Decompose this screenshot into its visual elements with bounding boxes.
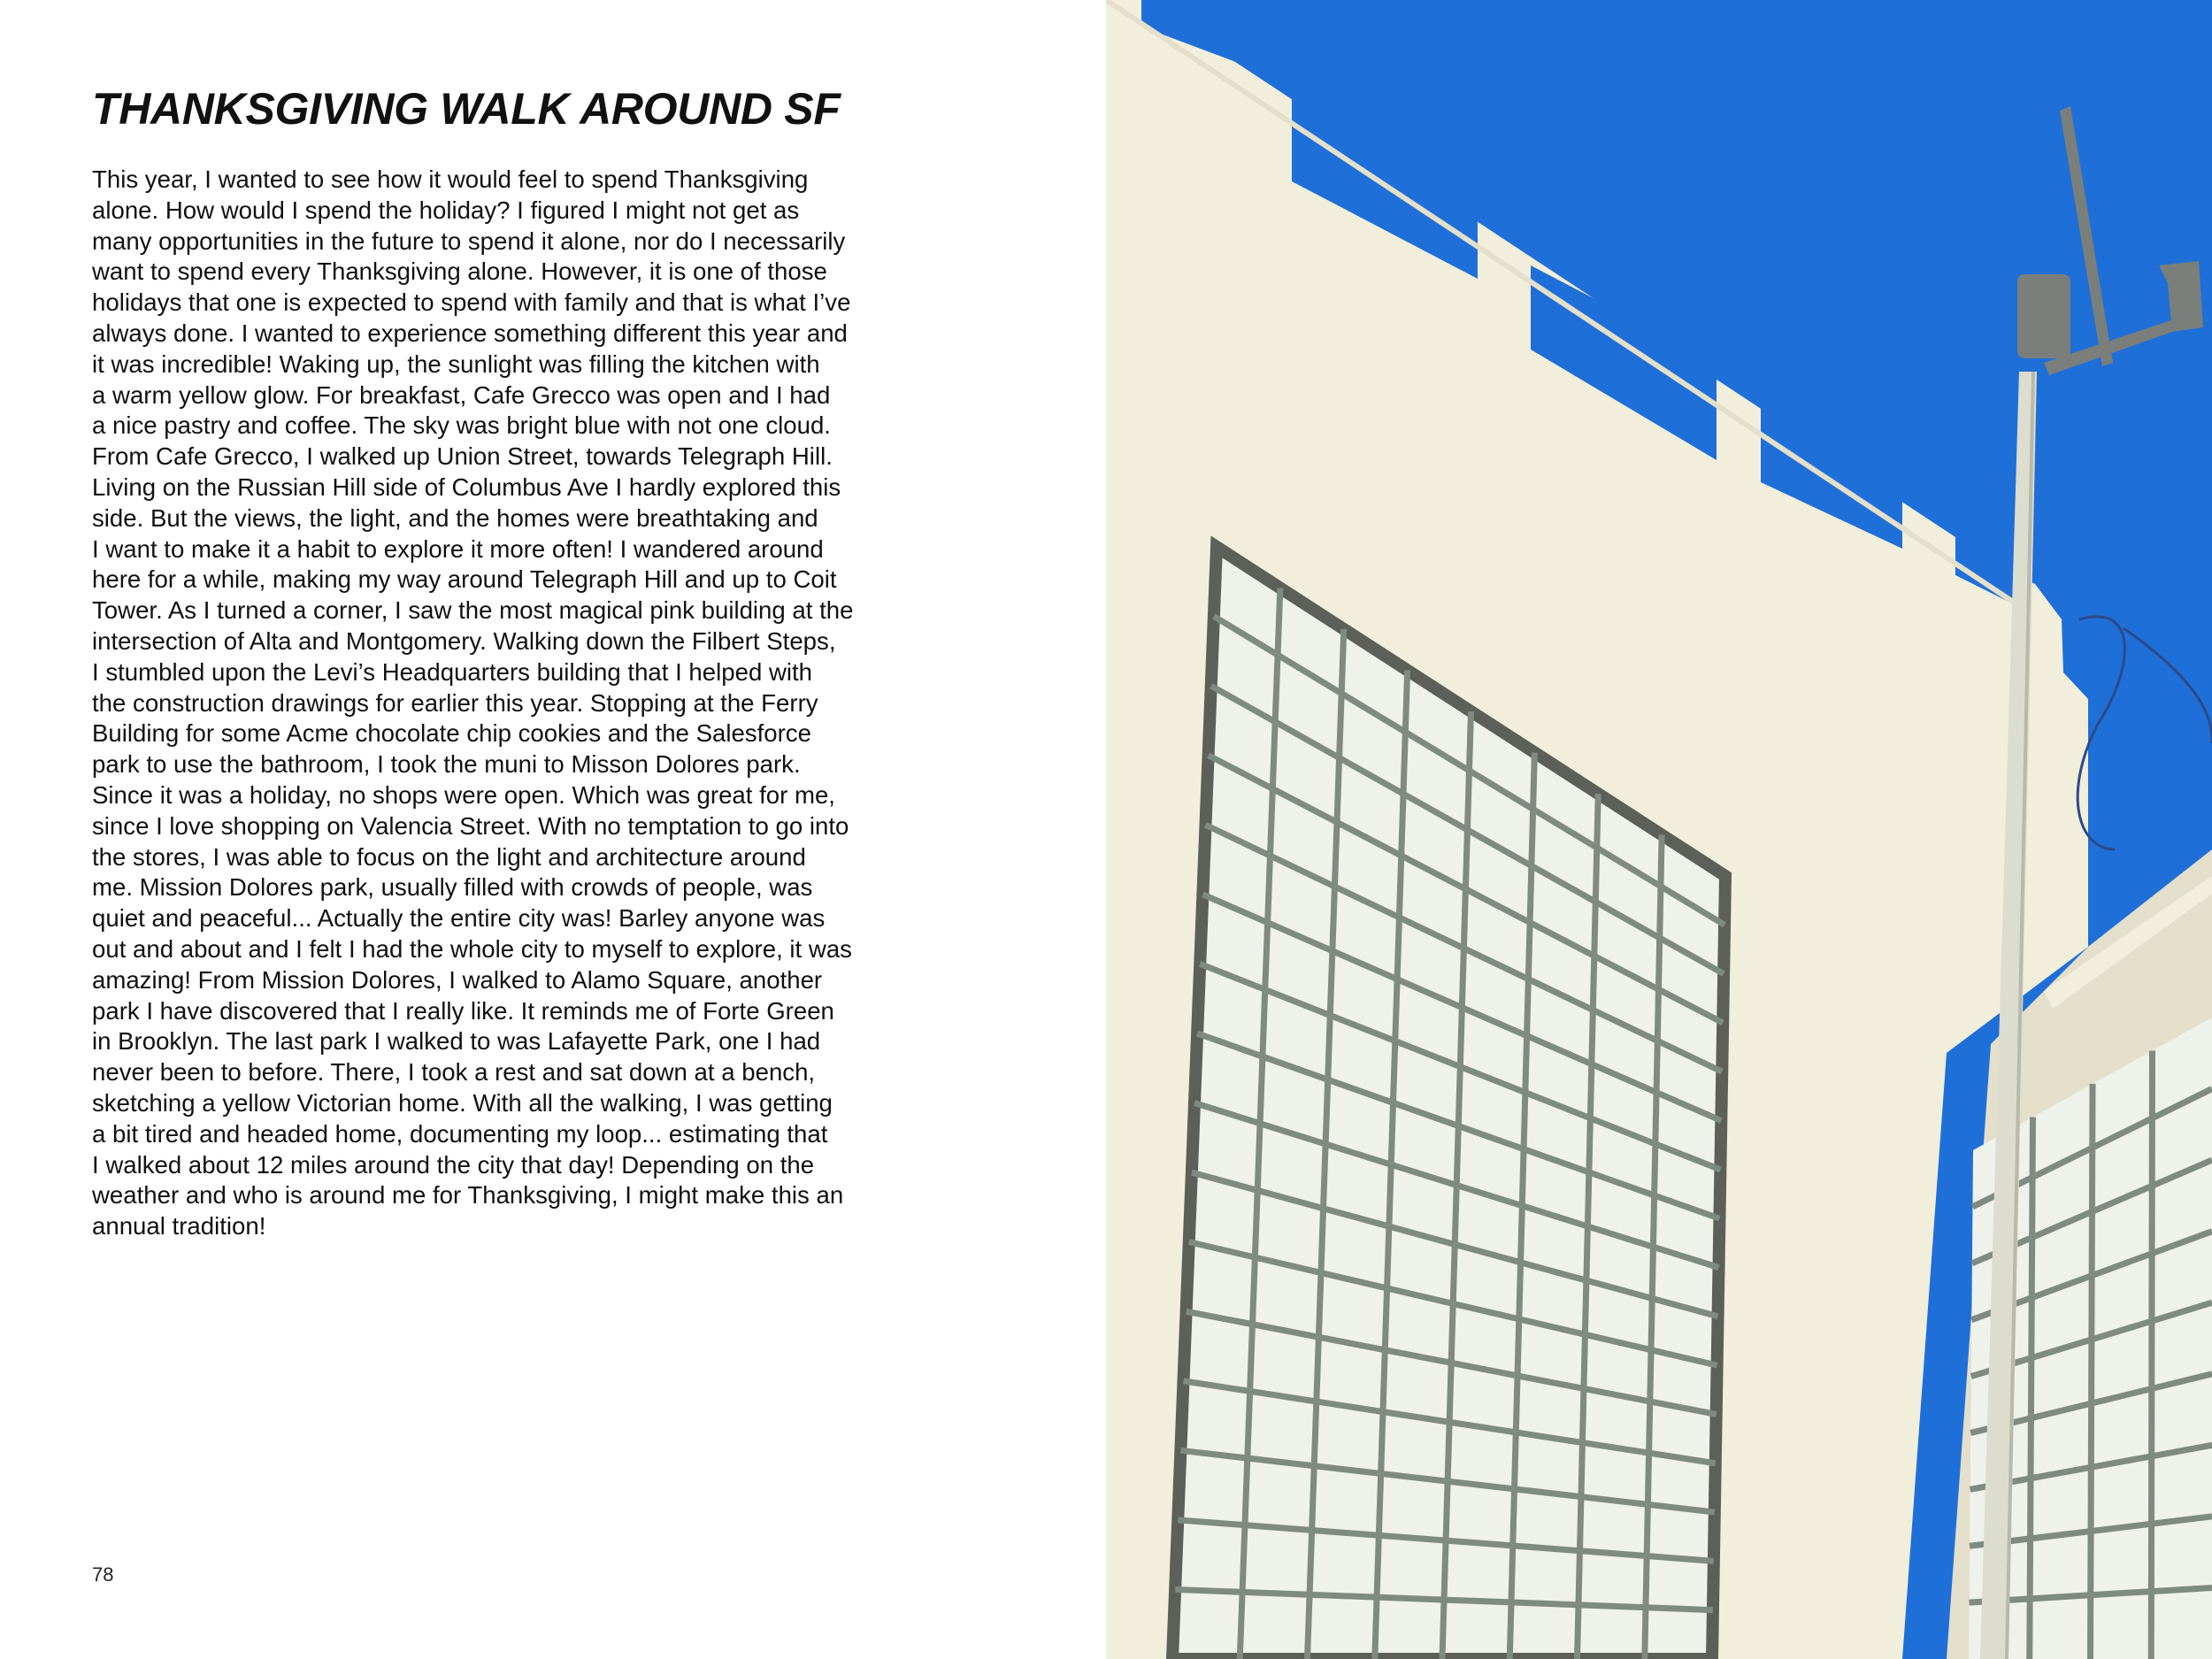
- body-line: I want to make it a habit to explore it more often! I wandered around: [92, 534, 824, 563]
- body-line: quiet and peaceful... Actually the entire city was! Barley anyone was: [92, 904, 826, 933]
- body-line: park to use the bathroom, I took the muni to Misson Dolores park.: [92, 750, 801, 779]
- article-title: THANKSGIVING WALK AROUND SF: [92, 84, 841, 134]
- glass-mullion-vertical: [2030, 1118, 2033, 1659]
- body-line: amazing! From Mission Dolores, I walked to Alamo Square, another: [92, 965, 823, 994]
- body-line: annual tradition!: [92, 1212, 266, 1240]
- body-line: Tower. As I turned a corner, I saw the most magical pink building at the: [92, 596, 854, 625]
- body-line: I walked about 12 miles around the city that day! Depending on the: [92, 1150, 815, 1179]
- glass-mullion-vertical: [2151, 1051, 2152, 1659]
- body-line: the construction drawings for earlier this year. Stopping at the Ferry: [92, 688, 818, 717]
- body-line: in Brooklyn. The last park I walked to was Lafayette Park, one I had: [92, 1027, 821, 1056]
- body-line: out and about and I felt I had the whole city to myself to explore, it was: [92, 934, 852, 963]
- body-line: This year, I wanted to see how it would feel to spend Thanksgiving: [92, 165, 809, 193]
- body-line: side. But the views, the light, and the homes were breathtaking and: [92, 503, 818, 532]
- glass-mullion-vertical: [2091, 1084, 2093, 1659]
- building-photo-illustration: [1106, 0, 2212, 1659]
- body-line: never been to before. There, I took a rest and sat down at a bench,: [92, 1058, 816, 1087]
- body-line: me. Mission Dolores park, usually filled with crowds of people, was: [92, 873, 813, 902]
- body-line: want to spend every Thanksgiving alone. However, it is one of those: [92, 257, 827, 286]
- body-line: a nice pastry and coffee. The sky was bright blue with not one cloud.: [92, 411, 831, 440]
- body-line: sketching a yellow Victorian home. With all the walking, I was getting: [92, 1088, 833, 1117]
- body-line: park I have discovered that I really like. It reminds me of Forte Green: [92, 996, 834, 1025]
- body-line: many opportunities in the future to spend it alone, nor do I necessarily: [92, 227, 846, 255]
- body-line: it was incredible! Waking up, the sunlight was filling the kitchen with: [92, 349, 820, 378]
- body-line: since I love shopping on Valencia Street. With no temptation to go into: [92, 811, 849, 840]
- body-line: always done. I wanted to experience something different this year and: [92, 319, 848, 347]
- body-line: the stores, I was able to focus on the light and architecture around: [92, 842, 806, 871]
- body-line: Building for some Acme chocolate chip cookies and the Salesforce: [92, 719, 811, 748]
- body-line: holidays that one is expected to spend with family and that is what I’ve: [92, 288, 851, 317]
- body-line: From Cafe Grecco, I walked up Union Street, towards Telegraph Hill.: [92, 442, 833, 471]
- body-line: Living on the Russian Hill side of Columbus Ave I hardly explored this: [92, 472, 841, 501]
- body-line: I stumbled upon the Levi’s Headquarters building that I helped with: [92, 657, 813, 686]
- page-number: 78: [92, 1563, 114, 1586]
- article-body: [92, 165, 906, 1242]
- body-line: alone. How would I spend the holiday? I figured I might not get as: [92, 196, 800, 224]
- body-line: a bit tired and headed home, documenting my loop... estimating that: [92, 1119, 828, 1148]
- body-line: weather and who is around me for Thanksgiving, I might make this an: [92, 1181, 844, 1210]
- building-photo: [1106, 0, 2212, 1659]
- body-line: here for a while, making my way around Telegraph Hill and up to Coit: [92, 565, 837, 594]
- body-line: intersection of Alta and Montgomery. Walking down the Filbert Steps,: [92, 626, 836, 655]
- body-line: a warm yellow glow. For breakfast, Cafe Grecco was open and I had: [92, 380, 831, 409]
- body-line: Since it was a holiday, no shops were open. Which was great for me,: [92, 780, 835, 809]
